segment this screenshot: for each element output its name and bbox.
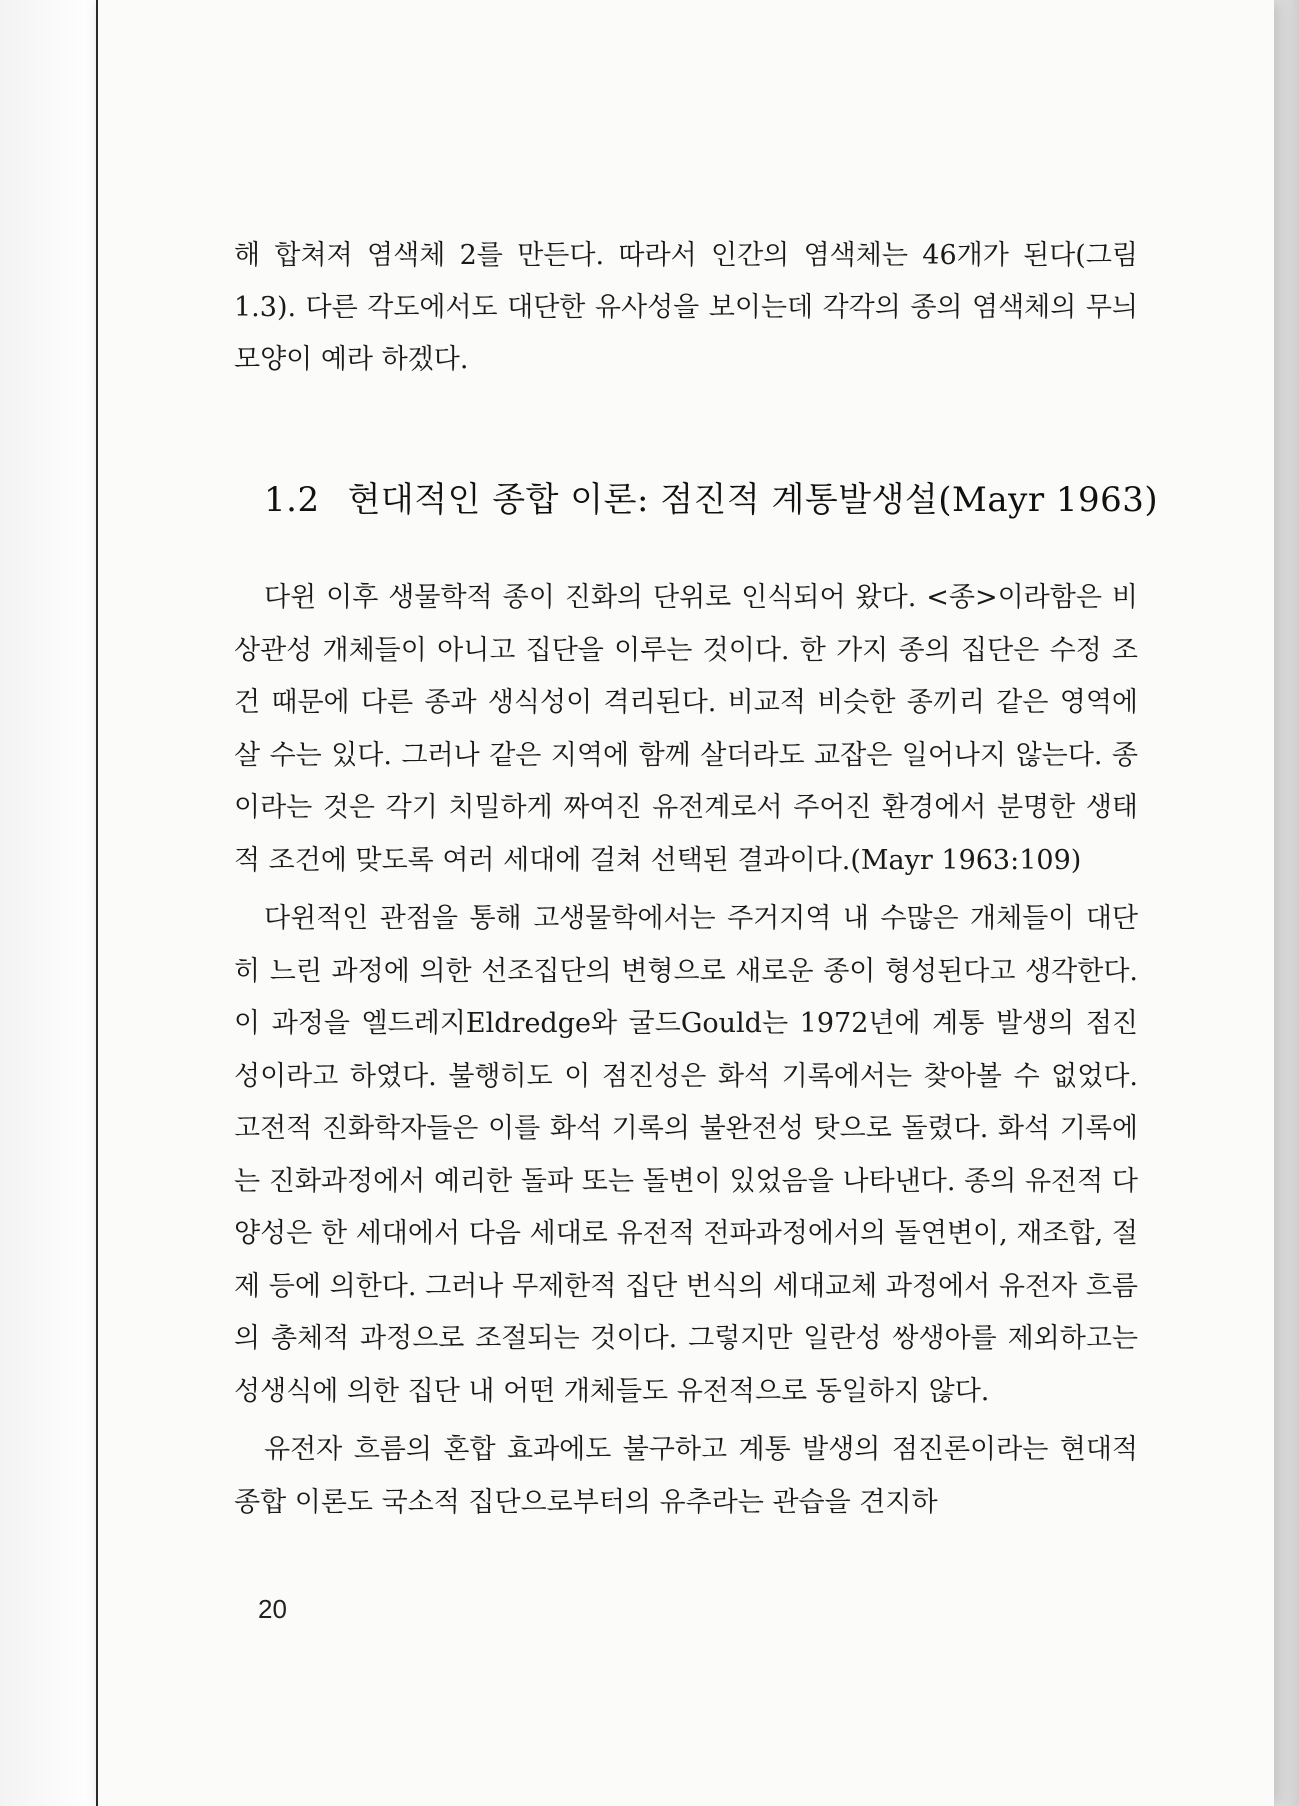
section-heading <box>264 472 1164 521</box>
book-page <box>96 0 1274 1806</box>
section-title: 현대적인 종합 이론: 점진적 계통발생설(Mayr 1963) <box>347 480 1159 520</box>
paragraph-gradualism: 다윈적인 관점을 통해 고생물학에서는 주거지역 내 수많은 개체들이 대단히 느린 과정에 의한 선조집단의 변형으로 새로운 종이 형성된다고 생각한다. 이 과정을 엘드레지Eldredge와 굴드Gould는 1972년에 계통 발생의 점진성이라고 하였다. 불행히도 이 점진성은 화석 기록에서는 찾아볼 수 없었다. 고전적 진화학자들은 이를 화석 기록의 불완전성 탓으로 돌렸다. 화석 기록에는 진화과정에서 예리한 돌파 또는 돌변이 있었음을 나타낸다. 종의 유전적 다양성은 한 세대에서 다음 세대로 유전적 전파과정에서의 돌연변이, 재조합, 절제 등에 의한다. 그러나 무제한적 집단 번식의 세대교체 과정에서 유전자 흐름의 총체적 과정으로 조절되는 것이다. 그렇지만 일란성 쌍생아를 제외하고는 성생식에 의한 집단 내 어떤 개체들도 유전적으로 동일하지 않다. <box>234 903 1138 1407</box>
section-body <box>234 572 1138 1535</box>
page-number: 20 <box>258 1594 287 1624</box>
section-number: 1.2 <box>264 480 320 520</box>
mayr-quotation: 다윈 이후 생물학적 종이 진화의 단위로 인식되어 왔다. <종>이라함은 비상관성 개체들이 아니고 집단을 이루는 것이다. 한 가지 종의 집단은 수정 조건 때문에 다른 종과 생식성이 격리된다. 비교적 비슷한 종끼리 같은 영역에 살 수는 있다. 그러나 같은 지역에 함께 살더라도 교잡은 일어나지 않는다. 종이라는 것은 각기 치밀하게 짜여진 유전계로서 주어진 환경에서 분명한 생태적 조건에 맞도록 여러 세대에 걸쳐 선택된 결과이다.(Mayr 1963:109) <box>234 582 1138 876</box>
paragraph-text: 해 합쳐져 염색체 2를 만든다. 따라서 인간의 염색체는 46개가 된다(그림 1.3). 다른 각도에서도 대단한 유사성을 보이는데 각각의 종의 염색체의 무늬 모양이 예라 하겠다. <box>234 240 1138 375</box>
paragraph-synthesis: 유전자 흐름의 혼합 효과에도 불구하고 계통 발생의 점진론이라는 현대적 종합 이론도 국소적 집단으로부터의 유추라는 관습을 견지하 <box>234 1434 1138 1518</box>
continued-paragraph <box>234 230 1138 386</box>
